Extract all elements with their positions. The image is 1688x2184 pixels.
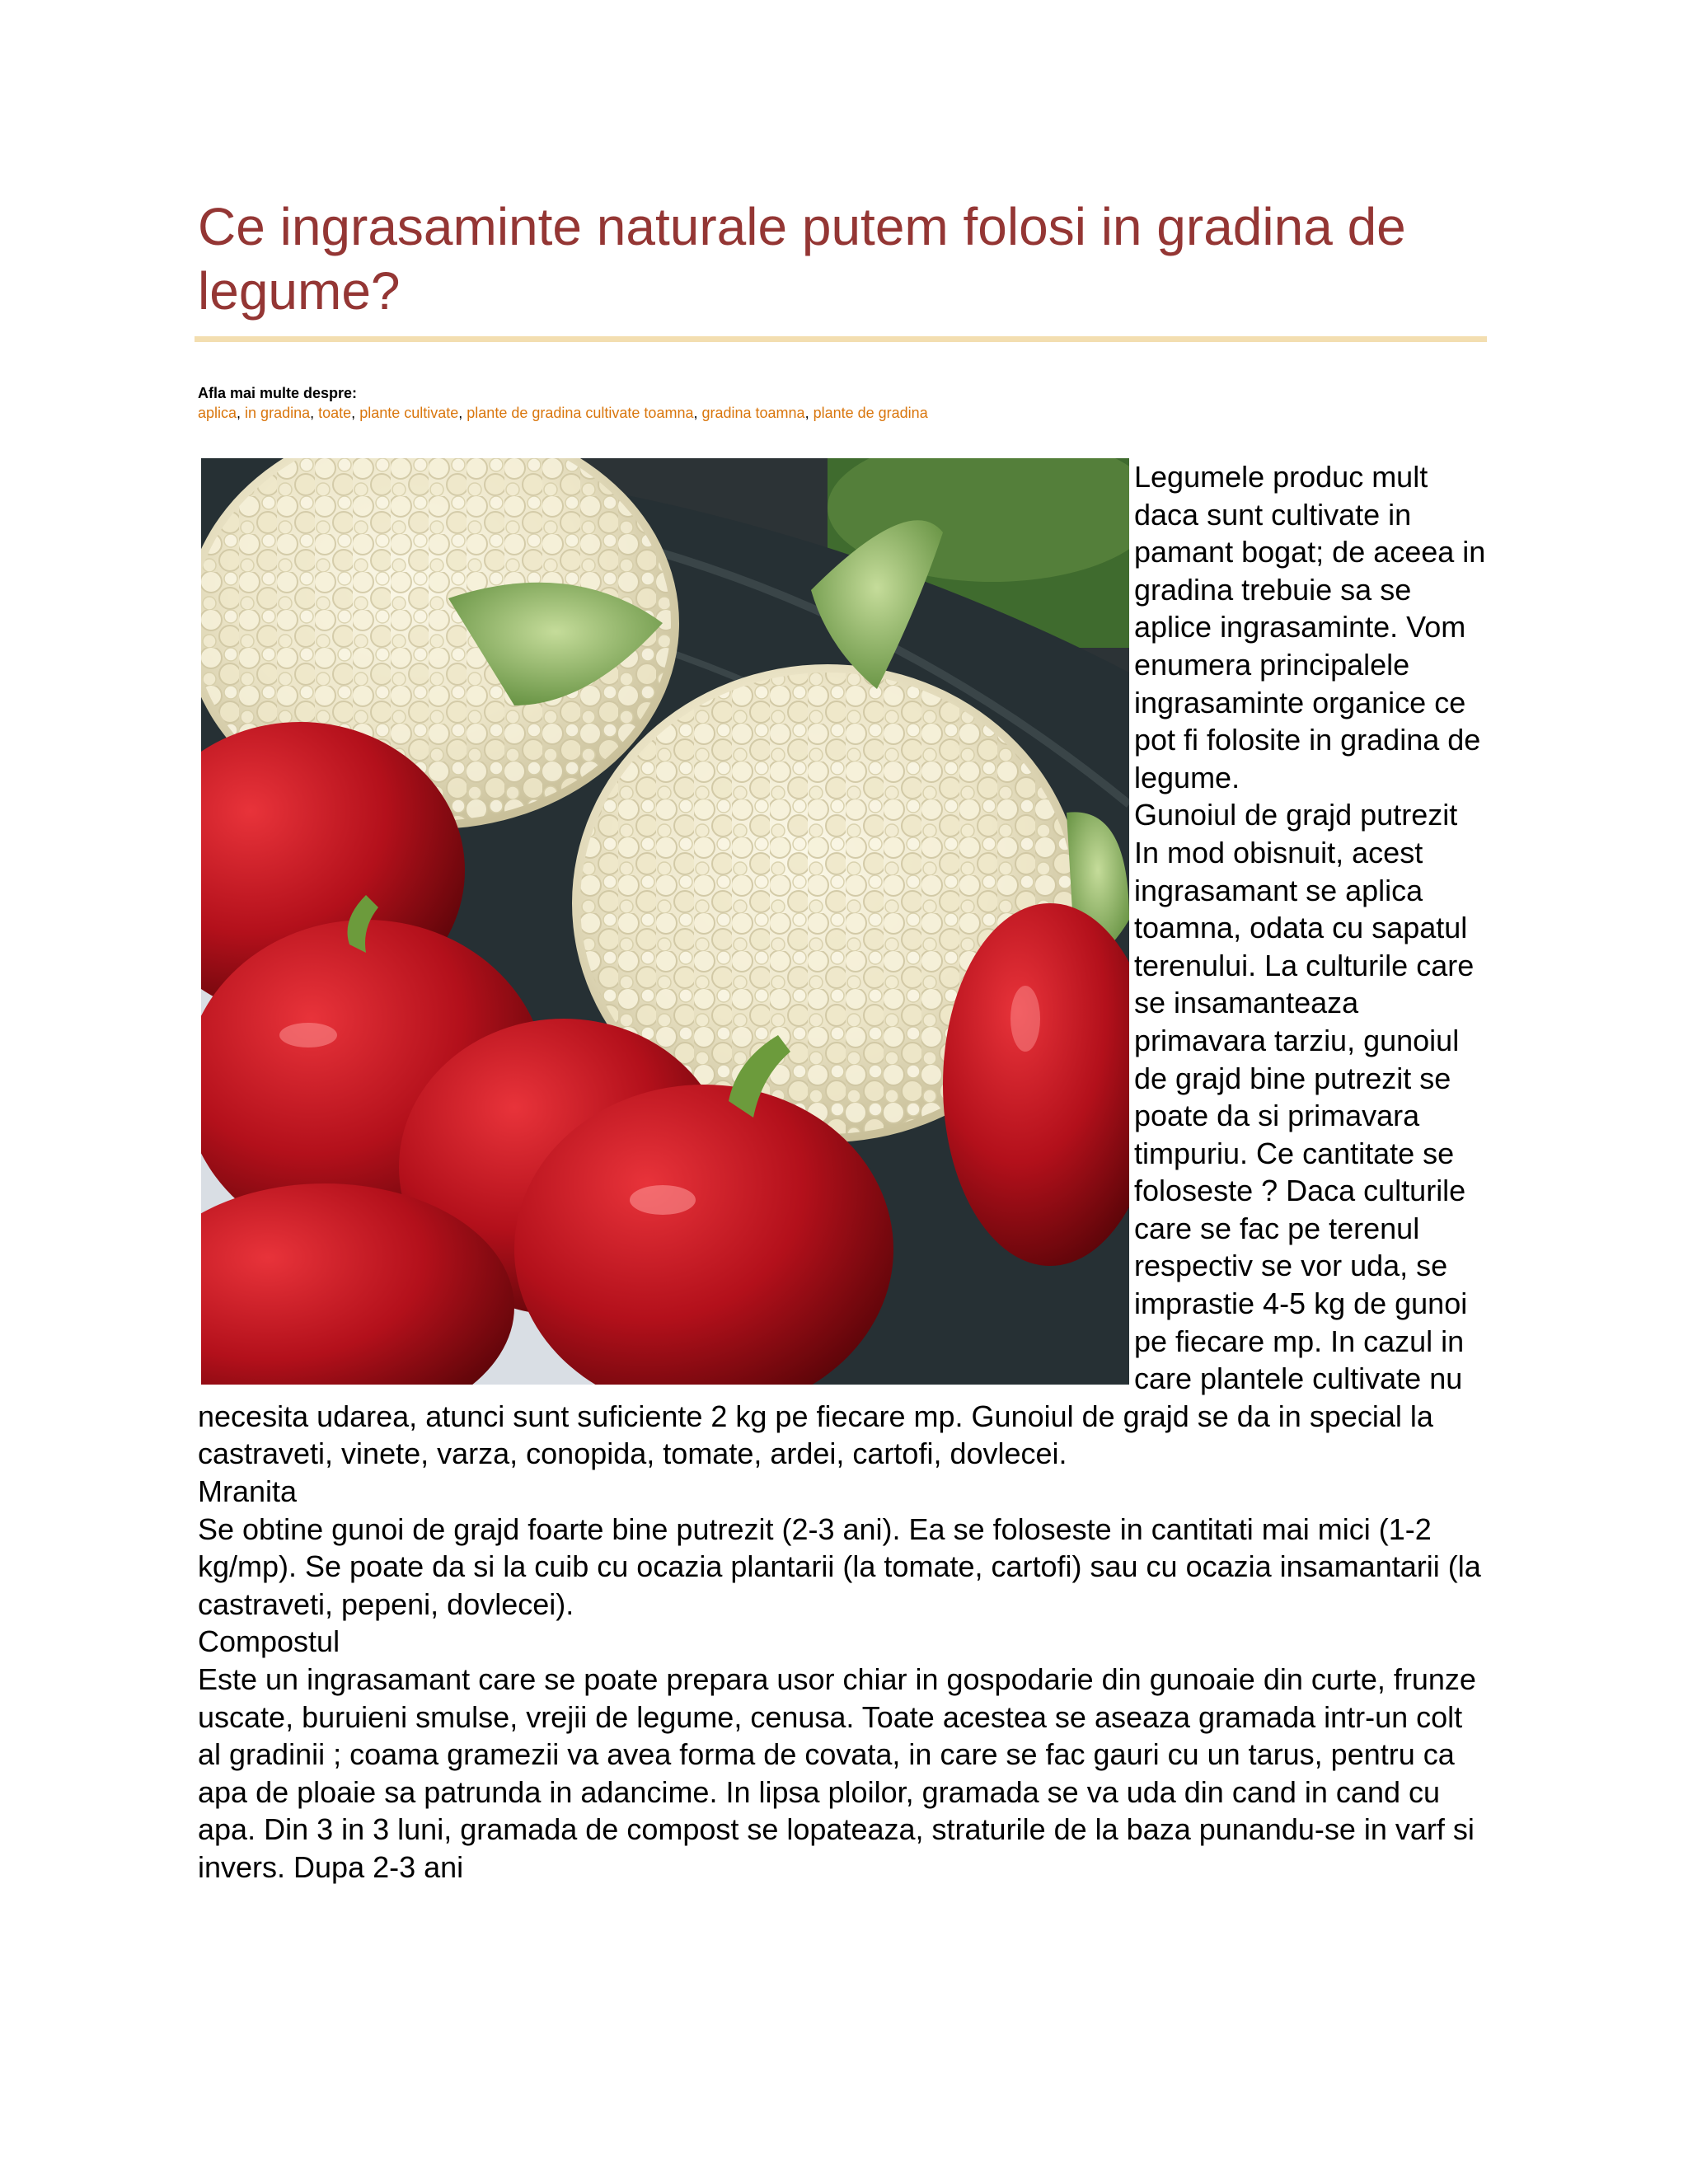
tags-label: Afla mai multe despre: — [198, 385, 358, 401]
tags-list: aplica, in gradina, toate, plante cultivate, plante de gradina cultivate toamna, gradina toamna, plante de gradina — [198, 405, 928, 421]
article-title: Ce ingrasaminte naturale putem folosi in gradina de legume? — [198, 197, 1406, 321]
tag-link-plante-de-gradina[interactable]: plante de gradina — [813, 405, 928, 421]
article-body — [198, 458, 1492, 1886]
tag-link-aplica[interactable]: aplica — [198, 405, 237, 421]
mranita-paragraph: Se obtine gunoi de grajd foarte bine putrezit (2-3 ani). Ea se foloseste in cantitati mai mici (1-2 kg/mp). Se poate da si la cuib cu ocazia plantarii (la tomate, cartofi) sau cu ocazia insamantarii (la castraveti, pepeni, dovlecei). — [198, 1511, 1481, 1621]
vegetables-photo — [201, 458, 1129, 1385]
section-heading-gunoiul: Gunoiul de grajd putrezit — [1134, 798, 1458, 832]
compostul-paragraph: Este un ingrasamant care se poate prepara usor chiar in gospodarie din gunoaie din curte, frunze uscate, buruieni smulse, vrejii de legume, cenusa. Toate acestea se aseaza gramada intr-un colt al gradinii ; coama gramezii va avea forma de covata, in care se fac gauri cu un tarus, pentru ca apa de ploaie sa patrunda in adancime. In lipsa ploilor, gramada se va uda din cand in cand cu apa. Din 3 in 3 luni, gramada de compost se lopateaza, straturile de la baza punandu-se in varf si invers. Dupa 2-3 ani — [198, 1662, 1476, 1884]
tag-link-plante-de-gradina-cultivate-toamna[interactable]: plante de gradina cultivate toamna — [467, 405, 694, 421]
section-heading-compostul: Compostul — [198, 1624, 340, 1659]
tag-link-toate[interactable]: toate — [318, 405, 352, 421]
tags-section — [198, 384, 1517, 424]
intro-paragraph: Legumele produc mult daca sunt cultivate in pamant bogat; de aceea in gradina trebuie sa se aplice ingrasaminte. Vom enumera principalele ingrasaminte organice ce pot fi folosite in gradina de legume. — [1134, 460, 1486, 794]
title-divider — [195, 336, 1487, 342]
gunoiul-paragraph: In mod obisnuit, acest ingrasamant se aplica toamna, odata cu sapatul terenului. La culturile care se insamanteaza primavara tarziu, gunoiul de grajd bine putrezit se poate da si primavara timpuriu. Ce cantitate se foloseste ? Daca culturile care se fac pe terenul respectiv se vor uda, se imprastie 4-5 kg de gunoi pe fiecare mp. In cazul in care plantele cultivate nu necesita udarea, atunci sunt suficiente 2 kg pe fiecare mp. Gunoiul de grajd se da in special la castraveti, vinete, varza, conopida, tomate, ardei, cartofi, dovlecei. — [198, 835, 1475, 1471]
section-heading-mranita: Mranita — [198, 1474, 298, 1509]
tag-link-plante-cultivate[interactable]: plante cultivate — [359, 405, 459, 421]
article-photo — [201, 458, 1129, 1385]
tag-link-gradina-toamna[interactable]: gradina toamna — [701, 405, 805, 421]
tag-link-in-gradina[interactable]: in gradina — [245, 405, 311, 421]
